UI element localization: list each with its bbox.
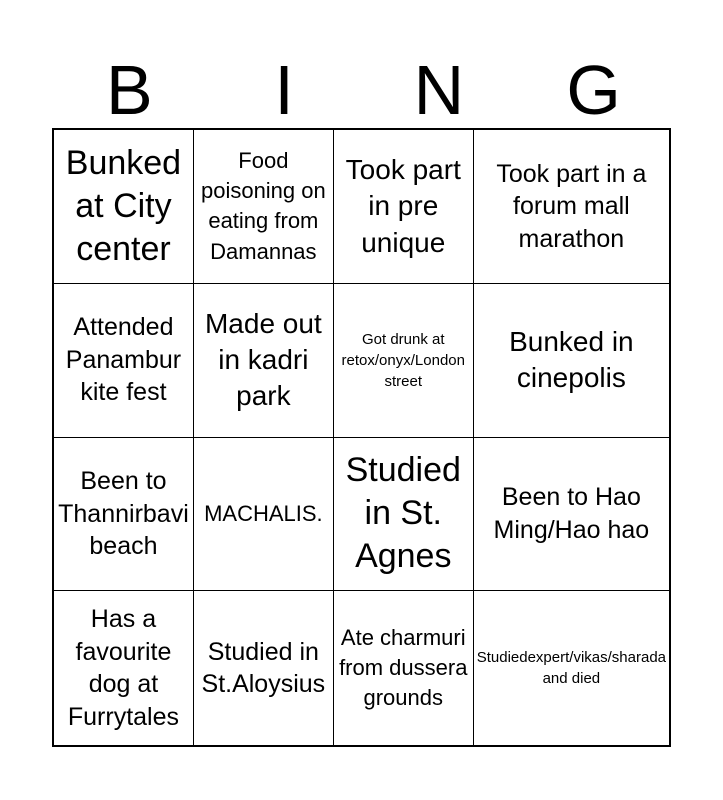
bingo-cell[interactable]	[54, 438, 194, 592]
bingo-cell[interactable]	[474, 591, 669, 745]
cell-text: Food poisoning on eating from Damannas	[200, 147, 326, 264]
cell-text: Studiedexpert/vikas/sharada and died	[476, 649, 666, 688]
cell-text: Been to Hao Ming/Hao hao	[493, 483, 650, 544]
bingo-cell[interactable]	[194, 284, 334, 438]
bingo-cell[interactable]	[334, 438, 474, 592]
bingo-header	[52, 52, 671, 128]
cell-text: Has a favourite dog at Furrytales	[67, 605, 180, 731]
bingo-cell[interactable]	[334, 130, 474, 284]
bingo-cell[interactable]	[474, 130, 669, 284]
bingo-cell[interactable]	[194, 130, 334, 284]
cell-text: Studied in St.Aloysius	[201, 637, 326, 699]
cell-text: Been to Thannirbavi beach	[58, 467, 189, 561]
cell-text: Bunked at City center	[65, 143, 182, 268]
header-letter-b: B	[106, 51, 153, 129]
cell-text: Got drunk at retox/onyx/London street	[341, 330, 465, 390]
cell-text: Ate charmuri from dussera grounds	[339, 624, 468, 711]
bingo-cell[interactable]	[194, 438, 334, 592]
bingo-cell[interactable]	[54, 591, 194, 745]
cell-text: Took part in pre unique	[345, 153, 461, 258]
bingo-cell[interactable]	[474, 284, 669, 438]
header-letter-i: I	[274, 51, 294, 129]
cell-text: Made out in kadri park	[204, 307, 322, 412]
cell-text: Took part in a forum mall marathon	[496, 159, 647, 253]
header-letter-g: G	[566, 51, 621, 129]
bingo-cell[interactable]	[334, 284, 474, 438]
cell-text: Attended Panambur kite fest	[65, 313, 182, 407]
bingo-cell[interactable]	[54, 130, 194, 284]
bingo-cell[interactable]	[194, 591, 334, 745]
cell-text: MACHALIS.	[204, 500, 323, 526]
cell-text: Bunked in cinepolis	[509, 325, 634, 394]
bingo-cell[interactable]	[334, 591, 474, 745]
cell-text: Studied in St. Agnes	[345, 451, 461, 576]
bingo-cell[interactable]	[474, 438, 669, 592]
bingo-board	[52, 128, 671, 747]
bingo-cell[interactable]	[54, 284, 194, 438]
header-letter-n: N	[413, 51, 465, 129]
